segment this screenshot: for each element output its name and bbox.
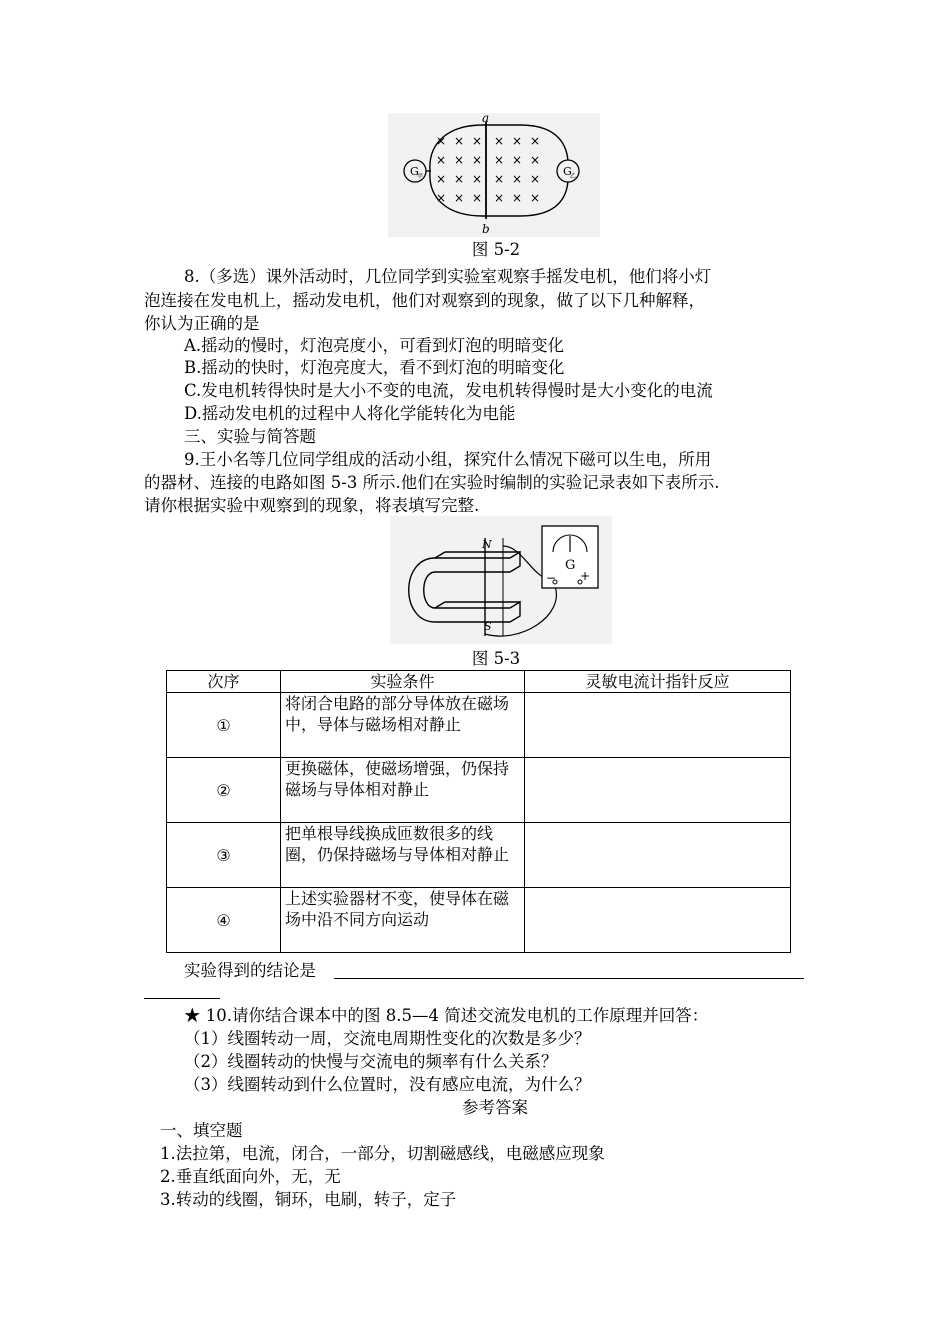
row-condition: 更换磁体，使磁场增强，仍保持磁场与导体相对静止 [281, 758, 525, 823]
row-index: ④ [167, 888, 281, 953]
q8-option-d: D.摇动发电机的过程中人将化学能转化为电能 [184, 404, 516, 423]
answers-title: 参考答案 [462, 1098, 528, 1117]
field-cross-mark: × [494, 153, 505, 167]
label-a: a [482, 113, 490, 125]
row-response-cell[interactable] [525, 823, 791, 888]
field-cross-mark: × [530, 134, 541, 148]
field-cross-mark: × [494, 172, 505, 186]
answer-item-1: 1.法拉第，电流，闭合，一部分，切割磁感线，电磁感应现象 [160, 1144, 605, 1163]
row-condition: 上述实验器材不变，使导体在磁场中沿不同方向运动 [281, 888, 525, 953]
q8-line-2: 泡连接在发电机上，摇动发电机，他们对观察到的现象，做了以下几种解释， [144, 291, 705, 310]
conclusion-label: 实验得到的结论是 [184, 961, 316, 980]
row-response-cell[interactable] [525, 888, 791, 953]
experiment-record-table [166, 670, 791, 953]
table-row [167, 888, 791, 953]
q9-line-2: 的器材、连接的电路如图 5-3 所示.他们在实验时编制的实验记录表如下表所示. [144, 473, 720, 492]
q8-line-3: 你认为正确的是 [144, 314, 260, 333]
q9-line-3: 请你根据实验中观察到的现象，将表填写完整. [144, 496, 480, 515]
q10-item-1: （1）线圈转动一周，交流电周期性变化的次数是多少？ [184, 1029, 591, 1048]
left-meter-label: G [410, 165, 419, 178]
row-response-cell[interactable] [525, 693, 791, 758]
field-cross-mark: × [494, 191, 505, 205]
field-cross-mark: × [472, 191, 483, 205]
meter-label: G [565, 558, 576, 573]
header-order: 次序 [167, 671, 281, 693]
row-index: ③ [167, 823, 281, 888]
label-b: b [482, 222, 490, 236]
figure-5-2-caption: 图 5-2 [471, 240, 521, 259]
conclusion-blank[interactable] [334, 958, 804, 979]
header-condition: 实验条件 [281, 671, 525, 693]
row-condition: 把单根导线换成匝数很多的线圈，仍保持磁场与导体相对静止 [281, 823, 525, 888]
row-condition: 将闭合电路的部分导体放在磁场中，导体与磁场相对静止 [281, 693, 525, 758]
label-n: N [482, 538, 492, 551]
table-row [167, 758, 791, 823]
label-s: S [484, 620, 492, 633]
field-cross-mark: × [454, 153, 465, 167]
q10-item-2: （2）线圈转动的快慢与交流电的频率有什么关系？ [184, 1052, 558, 1071]
field-cross-mark: × [494, 134, 505, 148]
answer-item-2: 2.垂直纸面向外，无，无 [160, 1167, 341, 1186]
field-cross-mark: × [454, 172, 465, 186]
row-index: ② [167, 758, 281, 823]
answer-item-3: 3.转动的线圈，铜环，电刷，转子，定子 [160, 1190, 457, 1209]
field-cross-mark: × [472, 134, 483, 148]
section-3-title: 三、实验与简答题 [184, 427, 316, 446]
table-row [167, 823, 791, 888]
field-cross-mark: × [454, 134, 465, 148]
right-meter-label: G [563, 165, 572, 178]
field-cross-mark: × [436, 191, 447, 205]
q8-option-b: B.摇动的快时，灯泡亮度大，看不到灯泡的明暗变化 [184, 358, 565, 377]
field-cross-mark: × [512, 191, 523, 205]
field-cross-mark: × [472, 172, 483, 186]
field-cross-mark: × [512, 172, 523, 186]
figure-5-3-caption: 图 5-3 [471, 649, 521, 668]
table-row [167, 693, 791, 758]
field-cross-mark: × [530, 153, 541, 167]
field-cross-mark: × [512, 134, 523, 148]
field-cross-mark: × [530, 172, 541, 186]
q8-option-a: A.摇动的慢时，灯泡亮度小，可看到灯泡的明暗变化 [184, 336, 565, 355]
plus-terminal: + [580, 569, 591, 583]
conclusion-blank-continued[interactable] [144, 982, 220, 999]
field-cross-mark: × [530, 191, 541, 205]
q10-title: ★ 10.请你结合课本中的图 8.5—4 简述交流发电机的工作原理并回答： [184, 1006, 709, 1025]
header-response: 灵敏电流计指针反应 [525, 671, 791, 693]
q8-line-1: 8.（多选）课外活动时，几位同学到实验室观察手摇发电机，他们将小灯 [184, 267, 712, 286]
field-cross-mark: × [454, 191, 465, 205]
answers-section-1: 一、填空题 [160, 1121, 243, 1140]
field-cross-mark: × [436, 153, 447, 167]
row-index: ① [167, 693, 281, 758]
q9-line-1: 9.王小名等几位同学组成的活动小组，探究什么情况下磁可以生电，所用 [184, 450, 712, 469]
q10-item-3: （3）线圈转动到什么位置时，没有感应电流，为什么？ [184, 1075, 591, 1094]
figure-5-3 [390, 516, 612, 644]
field-cross-mark: × [472, 153, 483, 167]
row-response-cell[interactable] [525, 758, 791, 823]
q8-option-c: C.发电机转得快时是大小不变的电流，发电机转得慢时是大小变化的电流 [184, 381, 713, 400]
figure-5-2 [388, 113, 600, 237]
field-cross-mark: × [512, 153, 523, 167]
field-cross-mark: × [436, 172, 447, 186]
left-meter-sub: 甲 [417, 173, 424, 180]
table-header-row [167, 671, 791, 693]
field-cross-mark: × [436, 134, 447, 148]
minus-terminal: − [546, 571, 557, 585]
right-meter-sub: 乙 [570, 173, 577, 180]
